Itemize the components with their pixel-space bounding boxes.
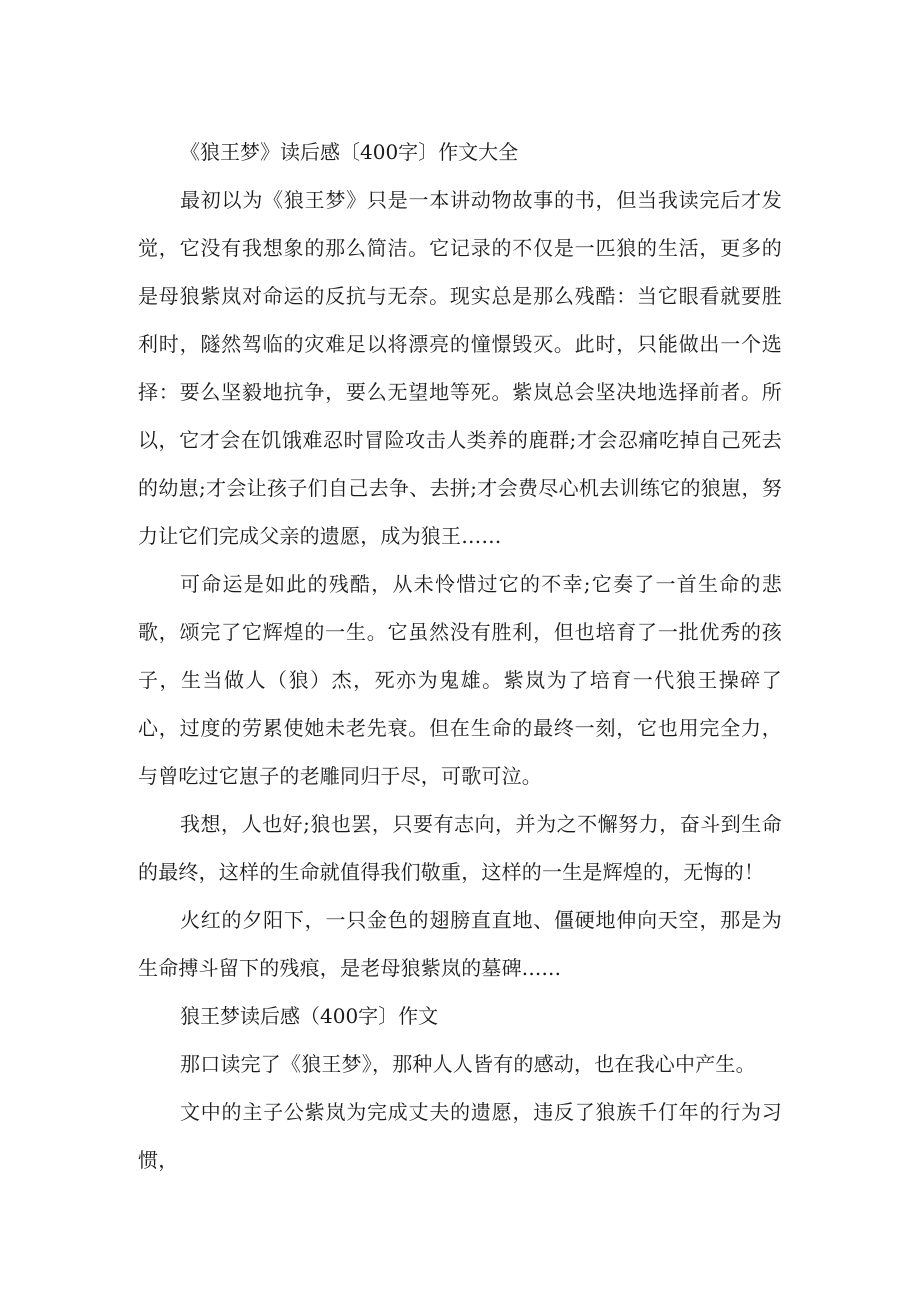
document-body [138,128,782,1184]
document-title: 《狼王梦》读后感〔400字〕作文大全 [180,140,519,164]
paragraph-1: 最初以为《狼王梦》只是一本讲动物故事的书，但当我读完后才发觉，它没有我想象的那么简洁。它记录的不仅是一匹狼的生活，更多的是母狼紫岚对命运的反抗与无奈。现实总是那么残酷：当它眼看就要胜利时，隧然驾临的灾难足以将漂亮的憧憬毁灭。此时，只能做出一个选择：要么坚毅地抗争，要么无望地等死。紫岚总会坚决地选择前者。所以，它才会在饥饿难忍时冒险攻击人类养的鹿群;才会忍痛吃掉自己死去的幼崽;才会让孩子们自己去争、去拼;才会费尽心机去训练它的狼崽，努力让它们完成父亲的遗愿，成为狼王…… [138,188,782,548]
paragraph-4: 火红的夕阳下，一只金色的翅膀直直地、僵硬地伸向天空，那是为生命搏斗留下的残痕，是老母狼紫岚的墓碑...... [138,908,782,980]
paragraph-2: 可命运是如此的残酷，从未怜惜过它的不幸;它奏了一首生命的悲歌，颂完了它辉煌的一生。它虽然没有胜利，但也培育了一批优秀的孩子，生当做人（狼）杰，死亦为鬼雄。紫岚为了培育一代狼王操碎了心，过度的劳累使她未老先衰。但在生命的最终一刻，它也用完全力，与曾吃过它崽子的老雕同归于尽，可歌可泣。 [138,572,782,788]
section-subtitle: 狼王梦读后感（400字〕作文 [180,1004,439,1028]
paragraph-3: 我想，人也好;狼也罢，只要有志向，并为之不懈努力，奋斗到生命的最终，这样的生命就值得我们敬重，这样的一生是辉煌的，无悔的！ [138,812,782,884]
paragraph-5: 那口读完了《狼王梦》，那种人人皆有的感动，也在我心中产生。 [180,1052,756,1076]
paragraph-6: 文中的主子公紫岚为完成丈夫的遗愿，违反了狼族千仃年的行为习惯， [138,1100,782,1172]
